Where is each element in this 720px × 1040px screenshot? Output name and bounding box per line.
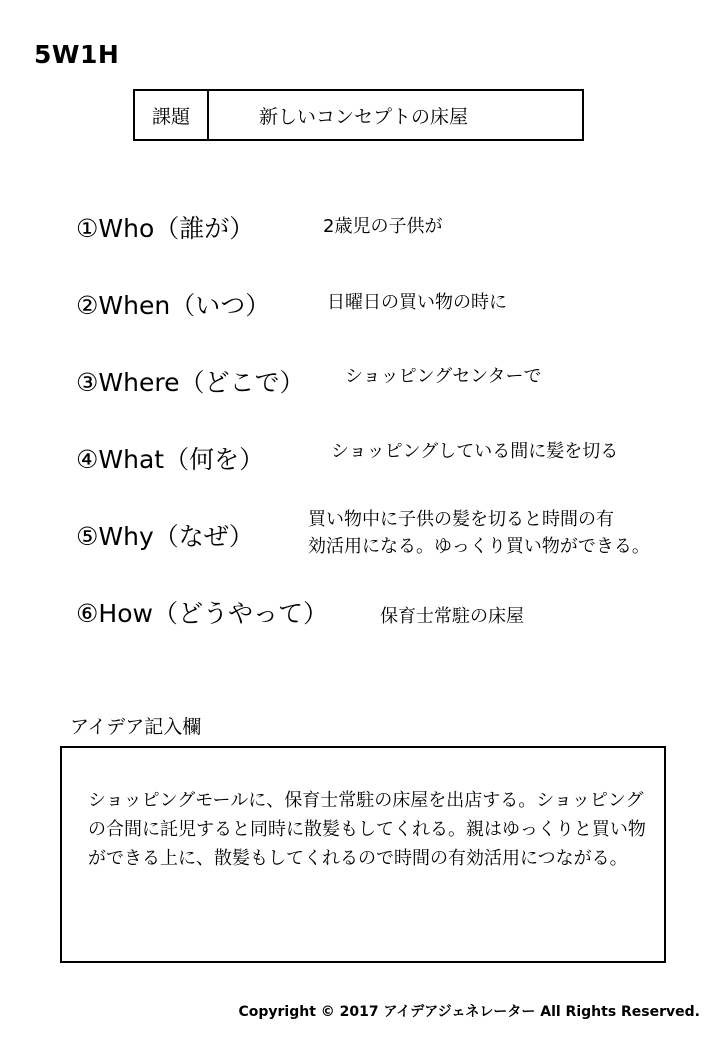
answer-when: 日曜日の買い物の時に (327, 292, 507, 313)
idea-box (60, 746, 666, 963)
task-value: 新しいコンセプトの床屋 (259, 105, 469, 128)
task-box (133, 89, 584, 141)
idea-text: ショッピングモールに、保育士常駐の床屋を出店する。ショッピングの合間に託児すると同時に散髪もしてくれる。親はゆっくりと買い物ができる上に、散髪もしてくれるので時間の有効活用につながる。 (88, 790, 646, 869)
question-when: ②When（いつ） (76, 291, 271, 320)
question-how: ⑥How（どうやって） (76, 599, 328, 628)
copyright: Copyright © 2017 アイデアジェネレーター All Rights Reserved. (238, 1004, 700, 1020)
answer-where: ショッピングセンターで (345, 366, 542, 387)
question-why: ⑤Why（なぜ） (76, 522, 254, 551)
idea-label: アイデア記入欄 (70, 716, 202, 738)
question-where: ③Where（どこで） (76, 368, 305, 397)
question-what: ④What（何を） (76, 445, 265, 474)
answer-who: 2歳児の子供が (323, 216, 443, 237)
page-title: 5W1H (34, 40, 120, 69)
question-who: ①Who（誰が） (76, 214, 255, 243)
answer-why-line-2: 効活用になる。ゆっくり買い物ができる。 (308, 536, 650, 557)
task-label: 課題 (135, 91, 209, 139)
answer-how: 保育士常駐の床屋 (380, 606, 524, 627)
answer-why-line-1: 買い物中に子供の髪を切ると時間の有 (308, 509, 614, 530)
answer-what: ショッピングしている間に髪を切る (331, 441, 619, 462)
